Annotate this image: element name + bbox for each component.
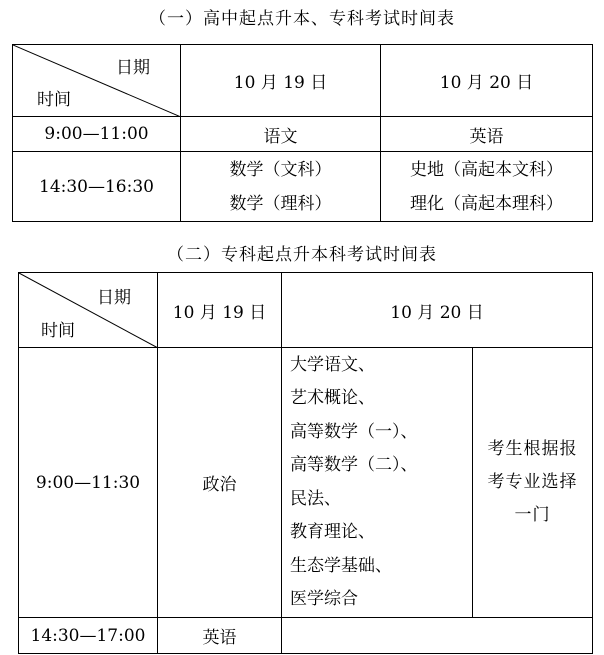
subject-line: 数学（文科） (229, 159, 332, 180)
note-line: 考专业选择 (487, 472, 578, 492)
table2-title: （二）专科起点升本科考试时间表 (167, 245, 437, 265)
subject-line: 教育理论、 (290, 522, 375, 542)
subject-line: 史地（高起本文科） (410, 159, 563, 180)
empty-cell (282, 618, 593, 654)
diagonal-header-cell (19, 273, 158, 348)
note-line: 一门 (514, 505, 551, 525)
selection-note-cell (473, 348, 593, 618)
time-label: 时间 (37, 90, 71, 110)
subject-line: 高等数学（一）、 (290, 421, 418, 442)
table1-title: （一）高中起点升本、专科考试时间表 (149, 9, 455, 29)
note-line: 考生根据报 (487, 439, 578, 459)
table-row (13, 117, 593, 152)
date-label: 日期 (116, 58, 150, 78)
subject-line: 大学语文、 (290, 354, 375, 375)
subject-line: 民法、 (290, 488, 341, 509)
subject-line: 理化（高起本理科） (410, 193, 563, 214)
day2-header: 10 月 20 日 (381, 45, 593, 117)
subject-line: 高等数学（二）、 (290, 455, 418, 475)
time-cell: 14:30—16:30 (13, 152, 181, 222)
subject-cell: 英语 (158, 618, 282, 654)
subject-line: 生态学基础、 (290, 555, 392, 576)
date-label: 日期 (97, 288, 131, 308)
time-cell: 9:00—11:30 (19, 348, 158, 618)
subject-cell: 英语 (381, 117, 593, 152)
time-cell: 9:00—11:00 (13, 117, 181, 152)
diagonal-line (19, 273, 158, 348)
diagonal-header-cell (13, 45, 181, 117)
subject-cell (381, 152, 593, 222)
subject-line: 艺术概论、 (290, 388, 375, 408)
table-row (13, 152, 593, 222)
table-row (19, 348, 593, 618)
day2-header: 10 月 20 日 (282, 273, 593, 348)
exam-schedule-table-1 (12, 44, 593, 222)
subject-line: 数学（理科） (229, 193, 332, 214)
subject-cell (181, 152, 381, 222)
day1-header: 10 月 19 日 (158, 273, 282, 348)
exam-schedule-table-2 (18, 272, 593, 654)
subject-line: 医学综合 (290, 589, 358, 609)
table-row (19, 618, 593, 654)
day1-header: 10 月 19 日 (181, 45, 381, 117)
subject-cell: 语文 (181, 117, 381, 152)
time-label: 时间 (41, 321, 75, 341)
subject-list-cell (282, 348, 473, 618)
time-cell: 14:30—17:00 (19, 618, 158, 654)
subject-cell: 政治 (158, 348, 282, 618)
